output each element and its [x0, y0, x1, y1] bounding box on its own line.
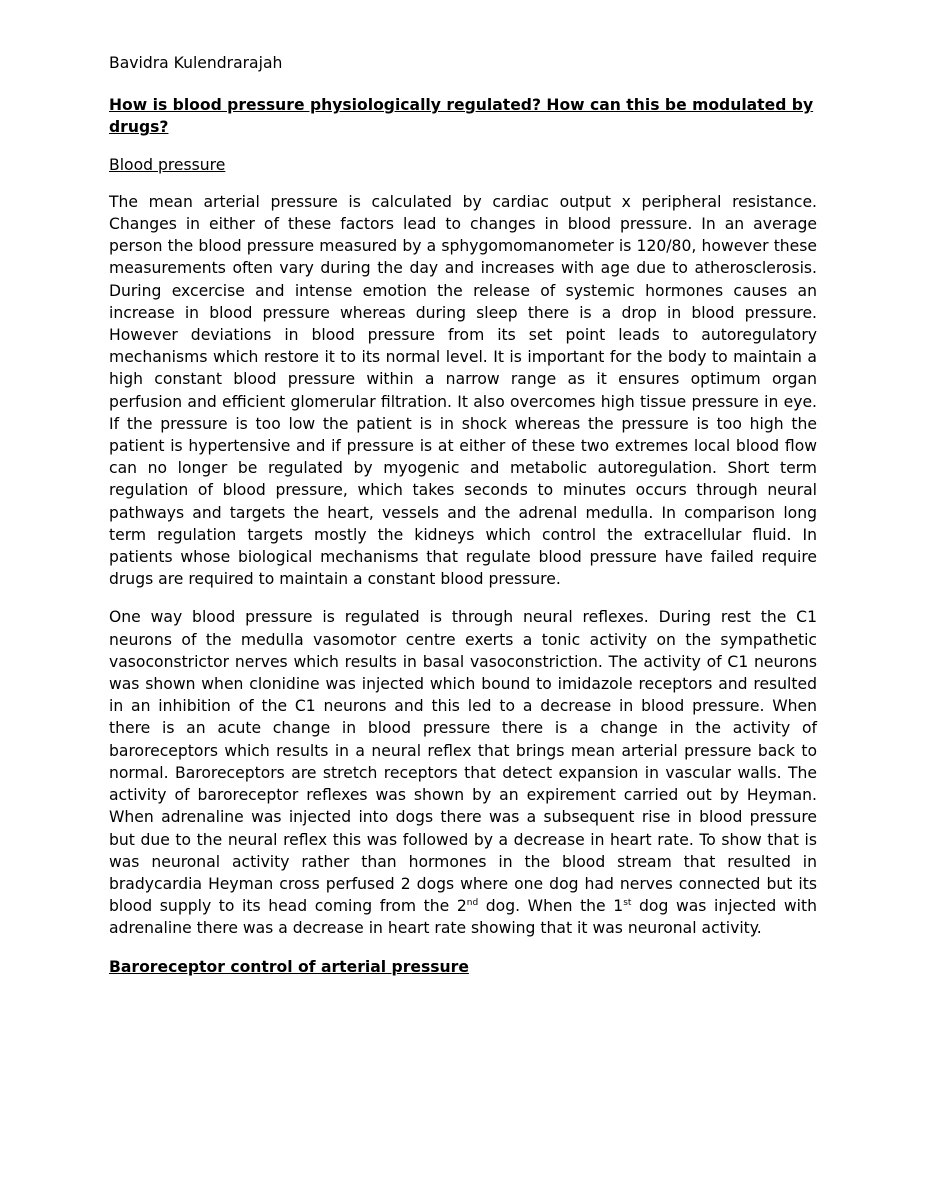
paragraph-text: dog was injected with adrenaline there was a decrease in heart rate showing that it was neuronal activity.: [109, 897, 817, 938]
section-heading-baroreceptor: Baroreceptor control of arterial pressure: [109, 957, 469, 976]
document-page: [109, 52, 817, 993]
paragraph-blood-pressure: The mean arterial pressure is calculated by cardiac output x peripheral resistance. Changes in either of these factors lead to changes in blood pressure. In an average person the blood pressure measured by a sphygomomanometer is 120/80, however these measurements often vary during the day and increases with age due to atherosclerosis. During excercise and intense emotion the release of systemic hormones causes an increase in blood pressure whereas during sleep there is a drop in blood pressure. However deviations in blood pressure from its set point leads to autoregulatory mechanisms which restore it to its normal level. It is important for the body to maintain a high constant blood pressure within a narrow range as it ensures optimum organ perfusion and efficient glomerular filtration. It also overcomes high tissue pressure in eye. If the pressure is too low the patient is in shock whereas the pressure is too high the patient is hypertensive and if pressure is at either of these two extremes local blood flow can no longer be regulated by myogenic and metabolic autoregulation. Short term regulation of blood pressure, which takes seconds to minutes occurs through neural pathways and targets the heart, vessels and the adrenal medulla. In comparison long term regulation targets mostly the kidneys which control the extracellular fluid. In patients whose biological mechanisms that regulate blood pressure have failed require drugs are required to maintain a constant blood pressure.: [109, 192, 817, 589]
author-name: Bavidra Kulendrarajah: [109, 54, 283, 72]
document-title: How is blood pressure physiologically regulated? How can this be modulated by drugs?: [109, 96, 814, 137]
paragraph-text: dog. When the 1: [478, 897, 624, 916]
ordinal-suffix: st: [623, 898, 632, 909]
paragraph-text: One way blood pressure is regulated is through neural reflexes. During rest the C1 neurons of the medulla vasomotor centre exerts a tonic activity on the sympathetic vasoconstrictor nerves which results in basal vasoconstriction. The activity of C1 neurons was shown when clonidine was injected which bound to imidazole receptors and resulted in an inhibition of the C1 neurons and this led to a decrease in blood pressure. When there is an acute change in blood pressure there is a change in the activity of baroreceptors which results in a neural reflex that brings mean arterial pressure back to normal. Baroreceptors are stretch receptors that detect expansion in vascular walls. The activity of baroreceptor reflexes was shown by an expirement carried out by Heyman. When adrenaline was injected into dogs there was a subsequent rise in blood pressure but due to the neural reflex this was followed by a decrease in heart rate. To show that is was neuronal activity rather than hormones in the blood stream that resulted in bradycardia Heyman cross perfused 2 dogs where one dog had nerves connected but its blood supply to its head coming from the 2: [109, 608, 817, 916]
paragraph-neural-reflexes: [109, 606, 817, 939]
section-heading-blood-pressure: Blood pressure: [109, 155, 226, 174]
ordinal-suffix: nd: [466, 898, 479, 909]
